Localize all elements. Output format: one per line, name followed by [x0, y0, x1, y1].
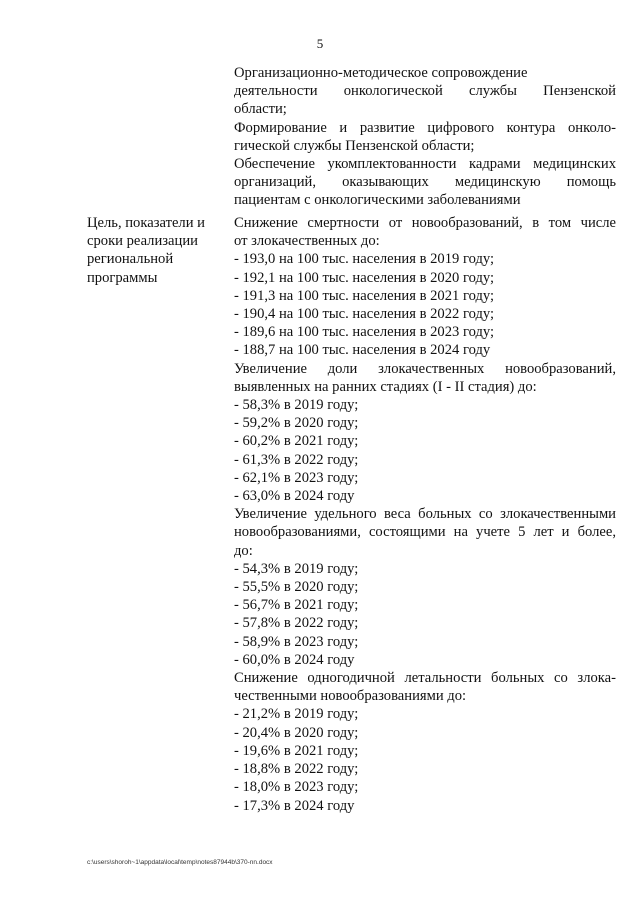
indicator-text-line: от злокачественных до:: [234, 233, 380, 250]
indicator-text-line: - 21,2% в 2019 году;: [234, 706, 359, 723]
indicator-text-line: - 189,6 на 100 тыс. населения в 2023 году;: [234, 324, 495, 341]
indicator-text-line: - 60,0% в 2024 году: [234, 651, 355, 668]
indicator-text-line: - 190,4 на 100 тыс. населения в 2022 году;: [234, 306, 495, 323]
goals-label-text-line: Цель, показатели и: [87, 215, 205, 231]
task-text-line: области;: [234, 101, 287, 118]
task-text-line: Организационно-методическое сопровождение: [234, 65, 528, 81]
indicator-text-line: выявленных на ранних стадиях (I - II стадия) до:: [234, 378, 537, 395]
indicator-text-line: - 63,0% в 2024 году: [234, 488, 355, 505]
task-text-line: пациентам с онкологическими заболеваниями: [234, 192, 521, 209]
indicator-text-line: - 191,3 на 100 тыс. населения в 2021 году;: [234, 287, 495, 304]
indicator-text-line: - 19,6% в 2021 году;: [234, 742, 359, 759]
page-number: 5: [316, 36, 324, 51]
indicator-text-line: Снижение одногодичной летальности больных со злока-: [234, 670, 616, 687]
indicator-text-line: - 192,1 на 100 тыс. населения в 2020 году;: [234, 269, 495, 286]
goals-indicators-list: [234, 214, 616, 815]
goals-label-text-line: региональной: [87, 251, 174, 268]
tasks-list: [234, 64, 616, 210]
indicator-text-line: - 58,9% в 2023 году;: [234, 633, 359, 650]
indicator-text-line: - 20,4% в 2020 году;: [234, 724, 359, 741]
indicator-text-line: - 59,2% в 2020 году;: [234, 415, 359, 432]
indicator-text-line: - 188,7 на 100 тыс. населения в 2024 году: [234, 342, 491, 359]
indicator-text-line: - 55,5% в 2020 году;: [234, 579, 359, 596]
task-text-line: Формирование и развитие цифрового контура онколо-: [234, 119, 616, 136]
indicator-text-line: Увеличение удельного веса больных со злокачественными: [234, 506, 616, 523]
indicator-text-line: новообразованиями, состоящими на учете 5 лет и более,: [234, 524, 616, 541]
indicator-text-line: - 60,2% в 2021 году;: [234, 433, 359, 450]
indicator-text-line: - 17,3% в 2024 году: [234, 797, 355, 814]
task-text-line: Обеспечение укомплектованности кадрами медицинских: [234, 156, 616, 173]
task-text-line: деятельности онкологической службы Пензенской: [234, 83, 616, 100]
indicator-text-line: Увеличение доли злокачественных новообразований,: [234, 360, 616, 377]
indicator-text-line: - 54,3% в 2019 году;: [234, 560, 359, 577]
task-text-line: гической службы Пензенской области;: [234, 137, 475, 154]
indicator-text-line: - 193,0 на 100 тыс. населения в 2019 году;: [234, 251, 495, 268]
task-text-line: организаций, оказывающих медицинскую помощь: [234, 174, 616, 191]
indicator-text-line: - 61,3% в 2022 году;: [234, 451, 359, 468]
goals-label: [87, 214, 217, 287]
indicator-text-line: - 56,7% в 2021 году;: [234, 597, 359, 614]
indicator-text-line: - 58,3% в 2019 году;: [234, 397, 359, 414]
file-path-footer: c:\users\shoroh~1\appdata\local\temp\notes87944b\370-nn.docx: [87, 859, 273, 866]
indicator-text-line: до:: [234, 542, 253, 559]
indicator-text-line: - 57,8% в 2022 году;: [234, 615, 359, 632]
goals-label-text-line: сроки реализации: [87, 233, 198, 250]
indicator-text-line: чественными новообразованиями до:: [234, 688, 467, 705]
indicator-text-line: - 18,0% в 2023 году;: [234, 779, 359, 796]
indicator-text-line: Снижение смертности от новообразований, в том числе: [234, 215, 616, 231]
goals-label-text-line: программы: [87, 269, 158, 286]
indicator-text-line: - 62,1% в 2023 году;: [234, 469, 359, 486]
indicator-text-line: - 18,8% в 2022 году;: [234, 761, 359, 778]
